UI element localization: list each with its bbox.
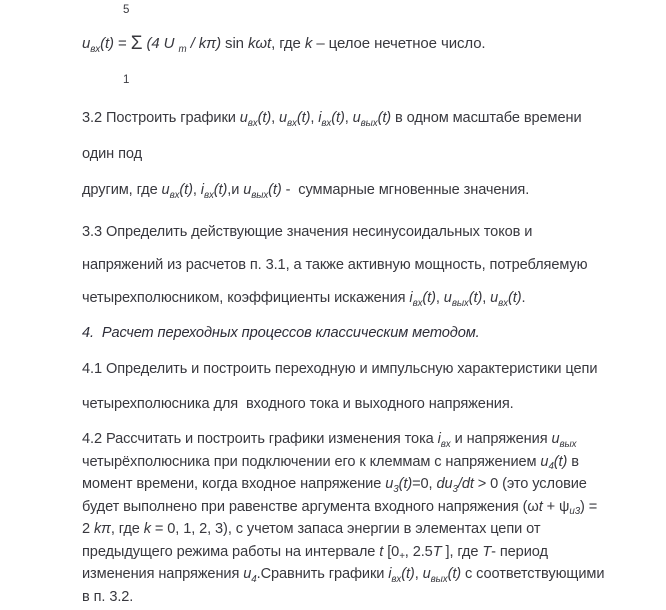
paragraph-4-1 [82,360,666,430]
formula-block [82,4,666,87]
text-line: в п. 3.2. [82,588,666,610]
input-voltage-formula [82,34,666,54]
text-line: четырехполюсником, коэффициенты искажения $i_{вх}(t)$, $u_{вых}(t)$, $u_{вх}(t)$. [82,289,666,322]
text-line: 2 kπ, где k = 0, 1, 2, 3), с учетом запаса энергии в элементах цепи от [82,520,666,543]
text-line: предыдущего режима работы на интервале t [$0_+$, 2.5T ], где T- период [82,543,666,566]
text-line: четырехполюсника для входного тока и выходного напряжения. [82,395,666,430]
sum-upper-limit: 5 [82,4,666,17]
paragraph-3-3 [82,223,666,322]
text-line: 4.1 Определить и построить переходную и импульсную характеристики цепи [82,360,666,395]
text-line: момент времени, когда входное напряжение $u_3(t)=0$, $du_3/dt > 0$ (это условие [82,475,666,498]
text-line: четырёхполюсника при подключении его к клеммам с напряжением $u_4(t)$ в [82,453,666,476]
text-line: 3.2 Построить графики $u_{вх}(t)$, $u_{вх}(t)$, $i_{вх}(t)$, $u_{вых}(t)$ в одном масштабе времени [82,109,666,145]
text-line: один под [82,145,666,181]
text-line: будет выполнено при равенстве аргумента входного напряжения $(\omega t + \psi_{u3})$ = [82,498,666,521]
paragraph-4-2 [82,430,666,610]
text-line: другим, где $u_{вх}(t)$, $i_{вх}(t),и$ $u_{вых}(t)$ - суммарные мгновенные значения. [82,181,666,217]
section-4-heading [82,324,666,344]
sum-lower-limit: 1 [82,74,666,87]
text-line: 4. Расчет переходных процессов классическим методом. [82,324,666,344]
text-line: изменения напряжения $u_4.Сравнить$ графики $i_{вх}(t)$, $u_{вых}(t)$ с соответствующими [82,565,666,588]
text-line: напряжений из расчетов п. 3.1, а также активную мощность, потребляемую [82,256,666,289]
text-line: $u_{вх}(t) = \Sigma$ (4 U $_m$ / kπ) sin kωt, где k – целое нечетное число. [82,34,666,54]
paragraph-3-2 [82,109,666,217]
text-line: 4.2 Рассчитать и построить графики изменения тока $i_{вх}$ и напряжения $u_{вых}$ [82,430,666,453]
text-line: 3.3 Определить действующие значения несинусоидальных токов и [82,223,666,256]
